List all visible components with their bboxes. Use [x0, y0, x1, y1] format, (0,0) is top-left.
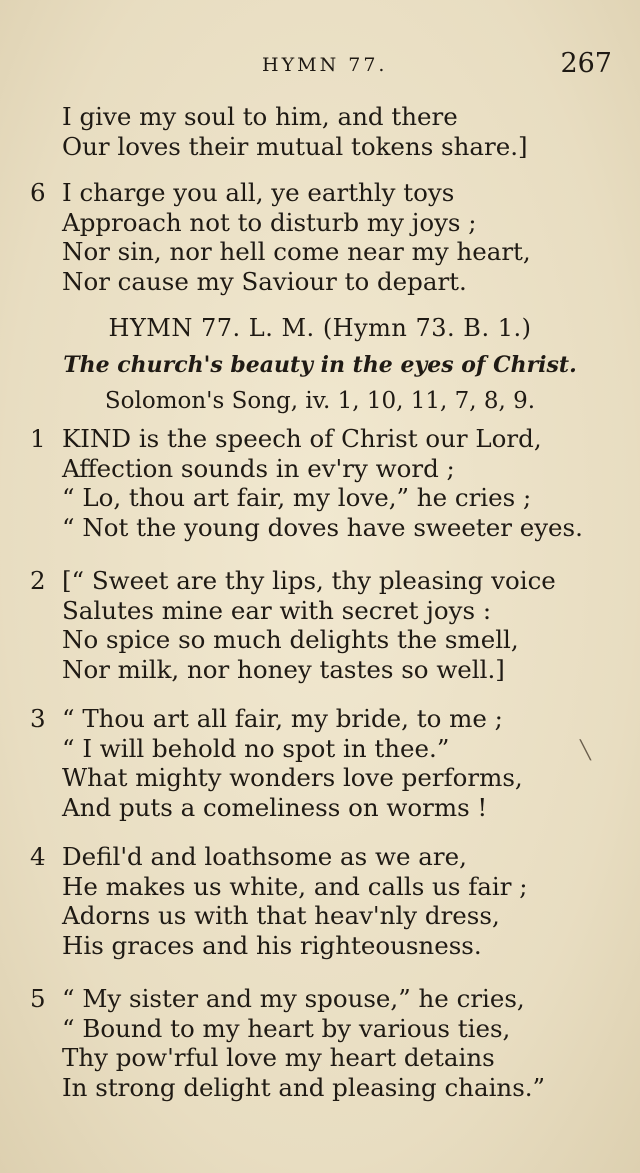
running-head: HYMN 77.	[262, 54, 388, 76]
ink-mark: ╲	[580, 740, 591, 761]
verse-number: 3	[30, 704, 46, 733]
verse-line: No spice so much delights the smell,	[62, 625, 519, 654]
verse-line: I charge you all, ye earthly toys	[62, 178, 455, 207]
verse-2	[0, 566, 640, 684]
verse-line: Adorns us with that heav'nly dress,	[62, 901, 500, 930]
verse-4	[0, 842, 640, 960]
verse-line: “ Bound to my heart by various ties,	[62, 1013, 511, 1043]
page-header	[0, 48, 640, 84]
verse-line: Affection sounds in ev'ry word ;	[62, 453, 455, 483]
stanza-6	[0, 178, 640, 296]
verse-line: Approach not to disturb my joys ;	[62, 207, 477, 237]
stanza-number: 6	[30, 178, 46, 207]
verse-line: Our loves their mutual tokens share.]	[62, 131, 528, 161]
hymn-title: HYMN 77. L. M. (Hymn 73. B. 1.)	[108, 314, 532, 342]
continued-stanza	[0, 102, 640, 161]
verse-1	[0, 424, 640, 542]
verse-line: Nor milk, nor honey tastes so well.]	[62, 654, 505, 684]
verse-line: KIND is the speech of Christ our Lord,	[62, 424, 542, 453]
verse-line: Thy pow'rful love my heart detains	[62, 1043, 495, 1072]
verse-line: Defil'd and loathsome as we are,	[62, 842, 467, 871]
verse-line: “ Not the young doves have sweeter eyes.	[62, 512, 583, 542]
verse-line: [“ Sweet are thy lips, thy pleasing voice	[62, 566, 556, 595]
verse-line: What mighty wonders love performs,	[62, 763, 523, 792]
verse-5	[0, 984, 640, 1102]
verse-line: Salutes mine ear with secret joys :	[62, 595, 492, 625]
verse-number: 2	[30, 566, 46, 595]
verse-line: Nor cause my Saviour to depart.	[62, 266, 467, 296]
hymn-subject: The church's beauty in the eyes of Christ.	[63, 352, 577, 378]
verse-line: “ My sister and my spouse,” he cries,	[62, 984, 525, 1013]
verse-line: He makes us white, and calls us fair ;	[62, 871, 528, 901]
scripture-reference: Solomon's Song, iv. 1, 10, 11, 7, 8, 9.	[104, 388, 536, 414]
verse-3	[0, 704, 640, 822]
verse-line: “ Thou art all fair, my bride, to me ;	[62, 704, 503, 733]
verse-number: 5	[30, 984, 46, 1013]
verse-line: “ Lo, thou art fair, my love,” he cries ;	[62, 483, 532, 512]
verse-line: “ I will behold no spot in thee.”	[62, 733, 450, 763]
verse-number: 4	[30, 842, 46, 871]
verse-line: I give my soul to him, and there	[62, 102, 458, 131]
verse-line: And puts a comeliness on worms !	[62, 792, 488, 822]
verse-line: Nor sin, nor hell come near my heart,	[62, 237, 531, 266]
page-number: 267	[560, 48, 612, 79]
verse-number: 1	[30, 424, 46, 453]
verse-line: His graces and his righteousness.	[62, 930, 482, 960]
verse-line: In strong delight and pleasing chains.”	[62, 1072, 546, 1102]
